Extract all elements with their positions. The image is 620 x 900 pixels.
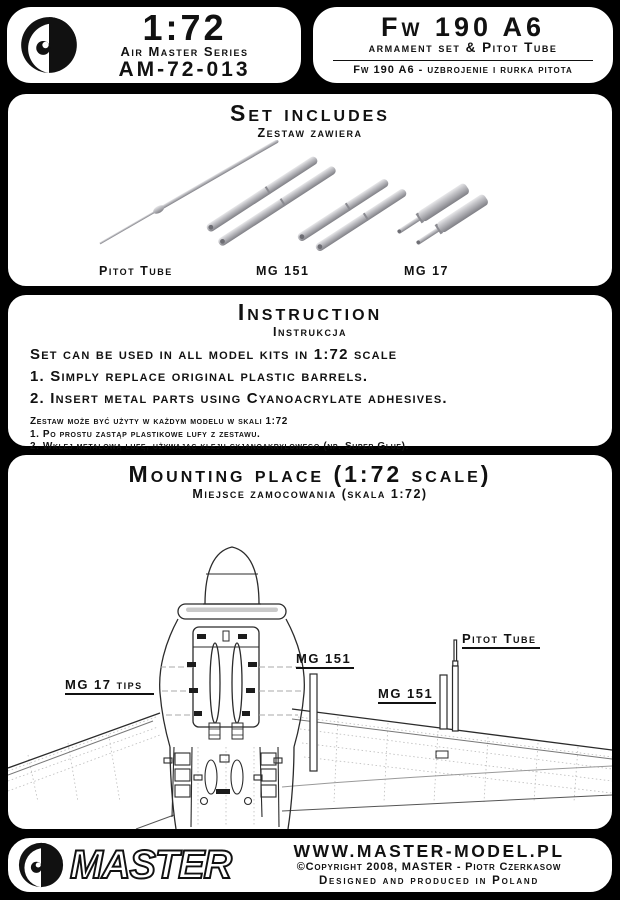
label-mg151-outer: MG 151	[378, 686, 436, 704]
mg17-parts	[394, 182, 489, 248]
mg151-inner-barrel	[310, 674, 317, 771]
pitot-tube-barrel	[453, 640, 459, 731]
product-title: Fw 190 A6	[381, 12, 545, 42]
website-url: WWW.MASTER-MODEL.PL	[293, 841, 565, 861]
section-set-includes	[6, 92, 614, 288]
instruction-intro: Set can be used in all model kits in 1:72 scale	[30, 346, 398, 363]
footer-box	[6, 836, 614, 894]
instruction-polish	[8, 416, 612, 454]
part-label-pitot: Pitot Tube	[99, 264, 173, 278]
parts-photo	[8, 140, 612, 262]
set-includes-heading-pl: Zestaw zawiera	[257, 126, 363, 140]
header-divider	[333, 60, 593, 61]
mounting-heading: Mounting place (1:72 scale)	[128, 461, 492, 487]
instruction-step-2-pl: 2. Wklej metalową lufę, używając kleju cyjanoakrylowego (np. Super Glue).	[30, 441, 409, 452]
brand-text: MASTER	[69, 842, 232, 887]
mg151-parts	[205, 155, 408, 252]
mounting-heading-pl: Miejsce zamocowania (skala 1:72)	[192, 487, 428, 501]
master-logo-icon	[18, 842, 64, 888]
instruction-step-2: 2. Insert metal parts using Cyanoacrylate adhesives.	[30, 390, 448, 407]
section-instruction	[6, 293, 614, 452]
footer-text	[254, 842, 604, 888]
master-wordmark	[66, 841, 254, 889]
label-pitot-tube: Pitot Tube	[462, 631, 540, 649]
scale-label: 1:72	[142, 6, 227, 48]
instruction-english	[8, 344, 612, 410]
product-subtitle-pl: Fw 190 A6 - uzbrojenie i rurka pitota	[353, 64, 573, 76]
product-code: AM-72-013	[118, 57, 251, 81]
master-logo-icon	[20, 16, 78, 74]
series-label: Air Master Series	[120, 43, 249, 59]
instruction-heading-pl: Instrukcja	[273, 325, 347, 339]
section-mounting-place	[6, 453, 614, 831]
header-title-box	[311, 5, 615, 85]
pitot-tube-part	[98, 140, 280, 246]
instruction-step-1-pl: 1. Po prostu zastąp plastikowe lufy z zestawu.	[30, 428, 261, 440]
header-series-text	[78, 6, 291, 81]
origin-line: Designed and produced in Poland	[318, 875, 540, 887]
instruction-intro-pl: Zestaw może być użyty w każdym modelu w skali 1:72	[30, 416, 288, 427]
instruction-step-1: 1. Simply replace original plastic barrels.	[30, 368, 369, 385]
product-subtitle: armament set & Pitot Tube	[368, 40, 558, 55]
mg151-outer-barrel	[440, 675, 447, 729]
instruction-heading: Instruction	[237, 299, 383, 325]
part-label-mg151: MG 151	[256, 264, 310, 278]
label-mg151-inner: MG 151	[296, 651, 354, 669]
header-series-box	[5, 5, 303, 85]
label-mg17-tips: MG 17 tips	[65, 677, 154, 695]
copyright-line: ©Copyright 2008, MASTER - Piotr Czerkasow	[296, 861, 562, 873]
part-label-mg17: MG 17	[404, 264, 450, 278]
set-includes-heading: Set includes	[230, 100, 390, 126]
